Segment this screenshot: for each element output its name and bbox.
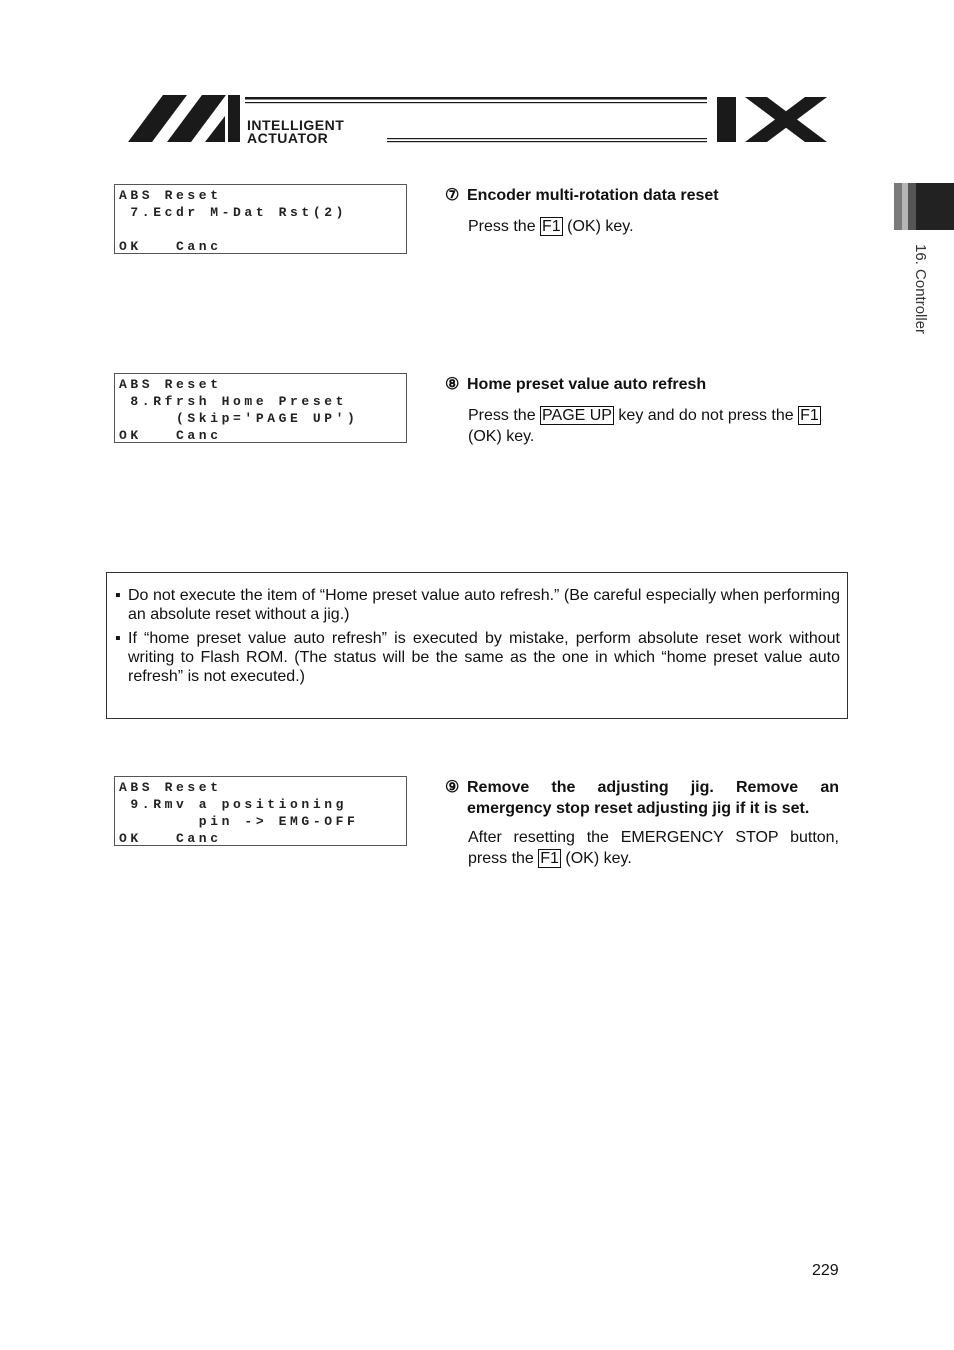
f1-key: F1	[540, 850, 559, 867]
lcd-line: 9.Rmv a positioning	[119, 797, 348, 812]
brand-line1: INTELLIGENT	[247, 117, 345, 133]
intelligent-actuator-logo	[125, 92, 830, 147]
page-up-key: PAGE UP	[542, 407, 612, 424]
step-8	[445, 374, 839, 447]
bullet-icon: ▪	[115, 630, 121, 647]
caution-item	[115, 629, 840, 686]
step-number: ⑦	[445, 187, 460, 204]
step-9	[445, 777, 839, 869]
step-body: After resetting the EMERGENCY STOP button, press the F1 (OK) key.	[468, 829, 839, 867]
caution-item	[115, 586, 840, 624]
lcd-line: pin -> EMG-OFF	[119, 814, 359, 829]
lcd-line: OK Canc	[119, 239, 222, 254]
chapter-label: 16. Controller	[912, 244, 929, 335]
step-title-line1: Remove the adjusting jig. Remove an	[467, 779, 839, 796]
step-body: Press the PAGE UP key and do not press the F1 (OK) key.	[468, 407, 819, 445]
f1-key: F1	[800, 407, 819, 424]
lcd-line: OK Canc	[119, 428, 222, 443]
lcd-line: OK Canc	[119, 831, 222, 846]
step-7	[445, 185, 839, 237]
lcd-line: ABS Reset	[119, 780, 222, 795]
step-title: Encoder multi-rotation data reset	[467, 187, 719, 204]
caution-text: If “home preset value auto refresh” is executed by mistake, perform absolute reset work without writing to Flash ROM. (The status will be the same as the one in which “home preset value auto refresh” is not executed.)	[128, 630, 840, 685]
step-number: ⑧	[445, 376, 460, 393]
caution-text: Do not execute the item of “Home preset value auto refresh.” (Be careful especially when performing an absolute reset without a jig.)	[128, 587, 840, 623]
step-number: ⑨	[445, 779, 460, 796]
step-title-line2: emergency stop reset adjusting jig if it is set.	[467, 800, 810, 817]
chapter-tab	[894, 183, 954, 230]
lcd-line: 8.Rfrsh Home Preset	[119, 394, 348, 409]
page-number: 229	[812, 1262, 839, 1279]
caution-box	[106, 572, 848, 719]
f1-key: F1	[542, 218, 561, 235]
step-title: Home preset value auto refresh	[467, 376, 707, 393]
lcd-line: ABS Reset	[119, 188, 222, 203]
lcd-screen-encoder-reset	[114, 184, 407, 254]
lcd-line: 7.Ecdr M-Dat Rst(2)	[119, 205, 348, 220]
lcd-screen-remove-jig	[114, 776, 407, 846]
brand-line2: ACTUATOR	[247, 130, 329, 146]
lcd-line: ABS Reset	[119, 377, 222, 392]
lcd-screen-home-preset	[114, 373, 407, 443]
bullet-icon: ▪	[115, 587, 121, 604]
lcd-line: (Skip='PAGE UP')	[119, 411, 359, 426]
step-body: Press the F1 (OK) key.	[468, 218, 634, 235]
